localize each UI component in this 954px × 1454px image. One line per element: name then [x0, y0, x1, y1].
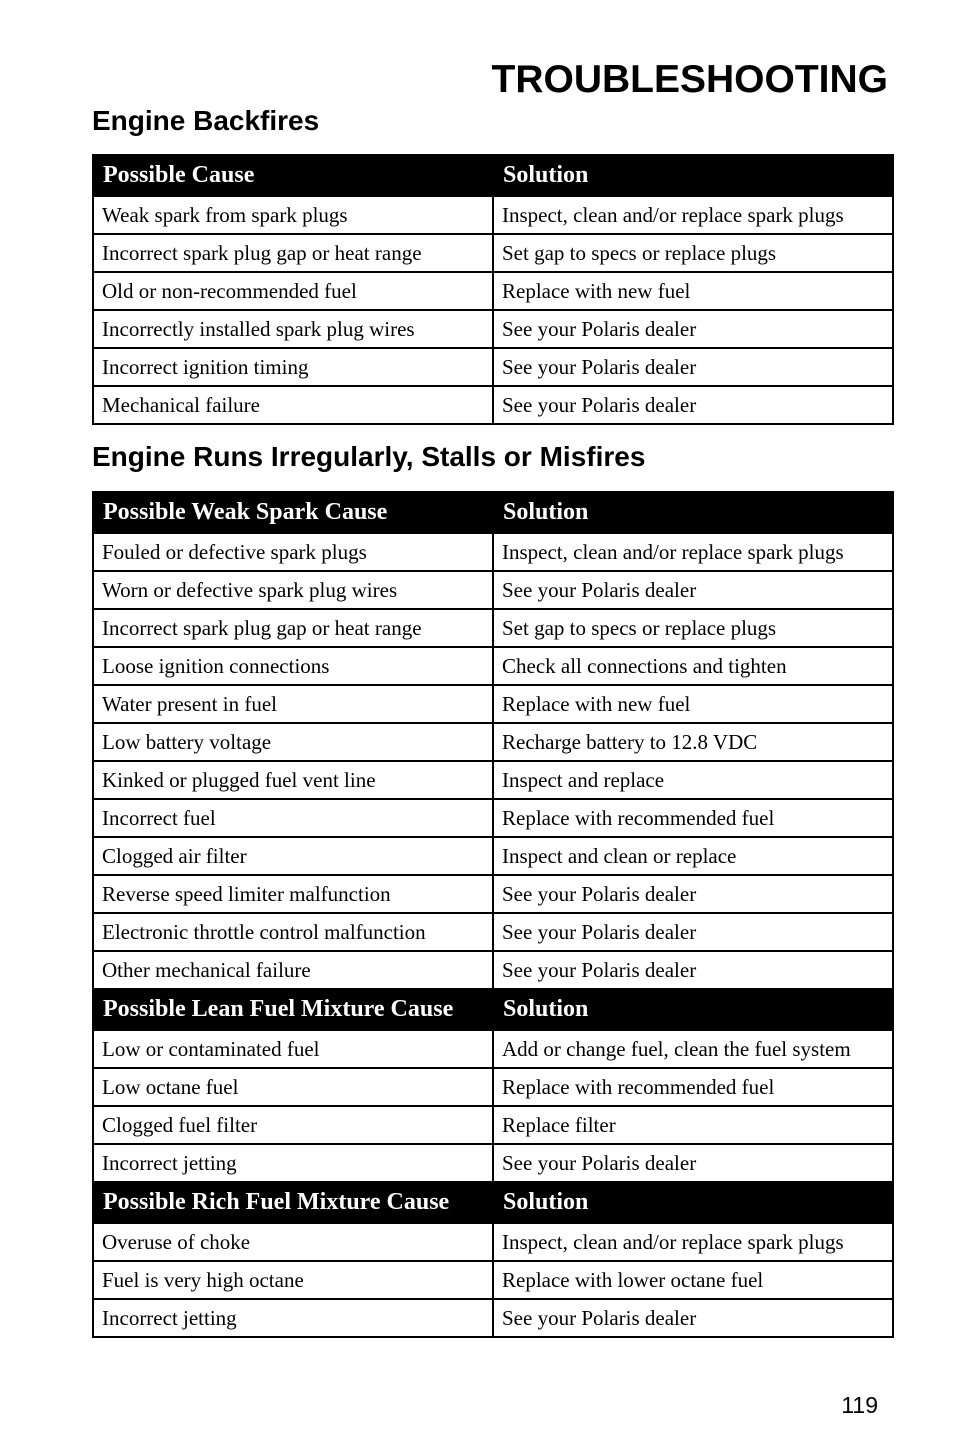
cause-cell: Fouled or defective spark plugs: [93, 533, 493, 571]
table-row: [93, 875, 893, 913]
table-header-row: [93, 1182, 893, 1223]
cause-cell: Reverse speed limiter malfunction: [93, 875, 493, 913]
table-row: [93, 1144, 893, 1182]
cause-cell: Old or non-recommended fuel: [93, 272, 493, 310]
table-row: [93, 1261, 893, 1299]
table-row: [93, 913, 893, 951]
cause-cell: Loose ignition connections: [93, 647, 493, 685]
table-row: [93, 571, 893, 609]
cause-cell: Incorrect spark plug gap or heat range: [93, 234, 493, 272]
cause-cell: Kinked or plugged fuel vent line: [93, 761, 493, 799]
cause-cell: Clogged air filter: [93, 837, 493, 875]
table-row: [93, 1030, 893, 1068]
page-title: TROUBLESHOOTING: [491, 58, 888, 101]
solution-cell: Recharge battery to 12.8 VDC: [493, 723, 893, 761]
cause-cell: Low octane fuel: [93, 1068, 493, 1106]
solution-cell: Add or change fuel, clean the fuel system: [493, 1030, 893, 1068]
cause-cell: Incorrect jetting: [93, 1144, 493, 1182]
cause-cell: Incorrect spark plug gap or heat range: [93, 609, 493, 647]
solution-cell: Replace with recommended fuel: [493, 1068, 893, 1106]
cause-cell: Fuel is very high octane: [93, 1261, 493, 1299]
solution-header: Solution: [493, 1182, 893, 1223]
table-row: [93, 685, 893, 723]
cause-cell: Weak spark from spark plugs: [93, 196, 493, 234]
cause-cell: Overuse of choke: [93, 1223, 493, 1261]
cause-header: Possible Cause: [93, 155, 493, 196]
table-row: [93, 386, 893, 424]
solution-cell: Set gap to specs or replace plugs: [493, 234, 893, 272]
cause-cell: Worn or defective spark plug wires: [93, 571, 493, 609]
cause-cell: Other mechanical failure: [93, 951, 493, 989]
section-title-engine-runs-irregularly: Engine Runs Irregularly, Stalls or Misfires: [92, 441, 646, 472]
solution-cell: See your Polaris dealer: [493, 1144, 893, 1182]
cause-header: Possible Rich Fuel Mixture Cause: [93, 1182, 493, 1223]
solution-cell: See your Polaris dealer: [493, 1299, 893, 1337]
solution-cell: See your Polaris dealer: [493, 310, 893, 348]
solution-cell: See your Polaris dealer: [493, 386, 893, 424]
table-row: [93, 1223, 893, 1261]
solution-cell: Replace with new fuel: [493, 685, 893, 723]
cause-header: Possible Lean Fuel Mixture Cause: [93, 989, 493, 1030]
solution-cell: See your Polaris dealer: [493, 875, 893, 913]
cause-header: Possible Weak Spark Cause: [93, 492, 493, 533]
cause-cell: Incorrect ignition timing: [93, 348, 493, 386]
solution-cell: Replace filter: [493, 1106, 893, 1144]
table-row: [93, 234, 893, 272]
table-row: [93, 951, 893, 989]
solution-cell: See your Polaris dealer: [493, 348, 893, 386]
solution-cell: See your Polaris dealer: [493, 913, 893, 951]
solution-cell: Check all connections and tighten: [493, 647, 893, 685]
table-row: [93, 761, 893, 799]
solution-cell: See your Polaris dealer: [493, 951, 893, 989]
cause-cell: Mechanical failure: [93, 386, 493, 424]
table-row: [93, 647, 893, 685]
table-row: [93, 196, 893, 234]
solution-cell: Inspect, clean and/or replace spark plugs: [493, 1223, 893, 1261]
table-row: [93, 1106, 893, 1144]
table-row: [93, 723, 893, 761]
table-row: [93, 310, 893, 348]
engine-runs-irregularly-table: [92, 491, 894, 1338]
table-header-row: [93, 989, 893, 1030]
solution-cell: Inspect, clean and/or replace spark plugs: [493, 196, 893, 234]
table-row: [93, 799, 893, 837]
solution-cell: Set gap to specs or replace plugs: [493, 609, 893, 647]
table-row: [93, 533, 893, 571]
solution-cell: Inspect, clean and/or replace spark plugs: [493, 533, 893, 571]
solution-cell: Inspect and replace: [493, 761, 893, 799]
solution-cell: Replace with lower octane fuel: [493, 1261, 893, 1299]
cause-cell: Incorrect fuel: [93, 799, 493, 837]
page-number: 119: [841, 1392, 878, 1418]
table-header-row: [93, 155, 893, 196]
table-row: [93, 1068, 893, 1106]
cause-cell: Low or contaminated fuel: [93, 1030, 493, 1068]
cause-cell: Incorrectly installed spark plug wires: [93, 310, 493, 348]
table-row: [93, 1299, 893, 1337]
cause-cell: Low battery voltage: [93, 723, 493, 761]
section-title-engine-backfires: Engine Backfires: [92, 105, 320, 136]
table-row: [93, 348, 893, 386]
table-row: [93, 609, 893, 647]
cause-cell: Water present in fuel: [93, 685, 493, 723]
engine-backfires-table: [92, 154, 894, 425]
solution-cell: Inspect and clean or replace: [493, 837, 893, 875]
cause-cell: Incorrect jetting: [93, 1299, 493, 1337]
solution-header: Solution: [493, 155, 893, 196]
solution-cell: Replace with recommended fuel: [493, 799, 893, 837]
table-header-row: [93, 492, 893, 533]
solution-cell: See your Polaris dealer: [493, 571, 893, 609]
table-row: [93, 272, 893, 310]
solution-cell: Replace with new fuel: [493, 272, 893, 310]
cause-cell: Electronic throttle control malfunction: [93, 913, 493, 951]
solution-header: Solution: [493, 492, 893, 533]
solution-header: Solution: [493, 989, 893, 1030]
table-row: [93, 837, 893, 875]
cause-cell: Clogged fuel filter: [93, 1106, 493, 1144]
